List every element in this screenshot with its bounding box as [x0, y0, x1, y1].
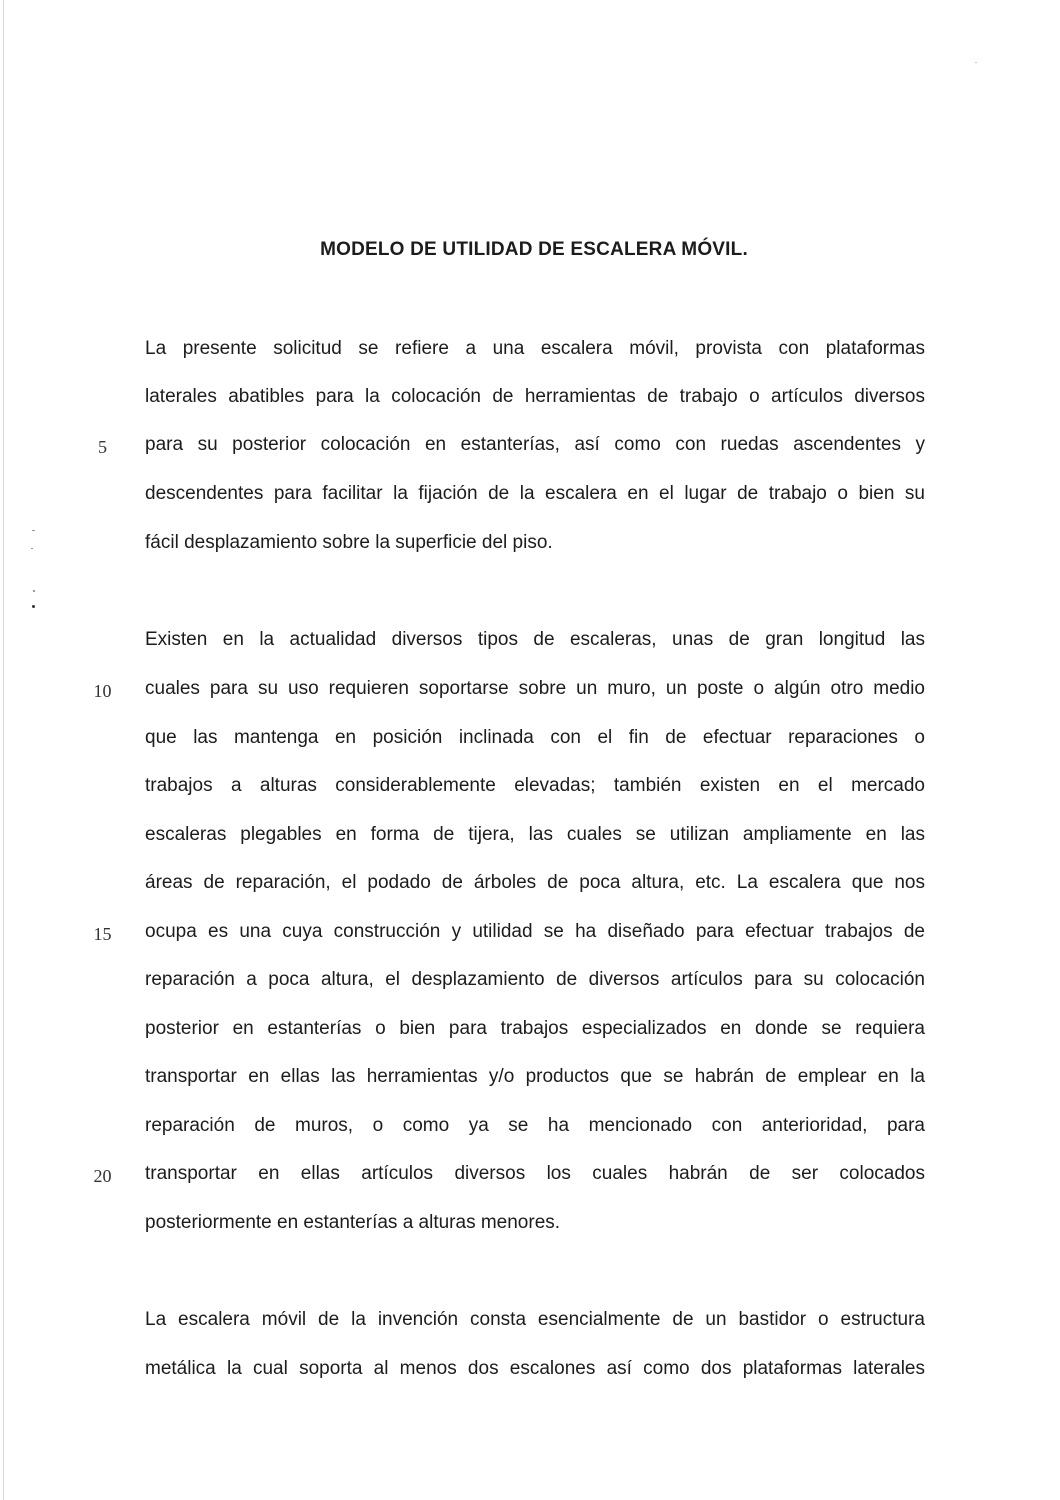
paragraph-2-line-4: trabajos a alturas considerablemente elevadas; también existen en el mercado: [145, 775, 925, 796]
paragraph-3-line-1: La escalera móvil de la invención consta esencialmente de un bastidor o estructura: [145, 1309, 925, 1330]
paragraph-2-line-2: cuales para su uso requieren soportarse sobre un muro, un poste o algún otro medio: [145, 678, 925, 699]
paragraph-2-line-5: escaleras plegables en forma de tijera, las cuales se utilizan ampliamente en las: [145, 824, 925, 845]
paragraph-2-line-10: transportar en ellas las herramientas y/o productos que se habrán de emplear en la: [145, 1066, 925, 1087]
paragraph-1-line-4: descendentes para facilitar la fijación de la escalera en el lugar de trabajo o bien su: [145, 483, 925, 504]
paragraph-3-line-2: metálica la cual soporta al menos dos escalones así como dos plataformas laterales: [145, 1358, 925, 1379]
scan-speck: [31, 548, 33, 549]
paragraph-2-line-3: que las mantenga en posición inclinada con el fin de efectuar reparaciones o: [145, 727, 925, 748]
document-title: MODELO DE UTILIDAD DE ESCALERA MÓVIL.: [320, 239, 748, 260]
page-edge: [3, 0, 4, 1500]
paragraph-2-line-6: áreas de reparación, el podado de árboles de poca altura, etc. La escalera que nos: [145, 872, 925, 893]
paragraph-2-line-8: reparación a poca altura, el desplazamiento de diversos artículos para su colocación: [145, 969, 925, 990]
paragraph-1-line-1: La presente solicitud se refiere a una escalera móvil, provista con plataformas: [145, 338, 925, 359]
paragraph-2-line-11: reparación de muros, o como ya se ha mencionado con anterioridad, para: [145, 1115, 925, 1136]
line-number-5: 5: [98, 437, 107, 457]
paragraph-2-line-12: transportar en ellas artículos diversos los cuales habrán de ser colocados: [145, 1163, 925, 1184]
line-number-10: 10: [93, 681, 112, 701]
paragraph-1-line-2: laterales abatibles para la colocación de herramientas de trabajo o artículos diversos: [145, 386, 925, 407]
paragraph-1-line-3: para su posterior colocación en estanterías, así como con ruedas ascendentes y: [145, 434, 925, 455]
paragraph-1-line-5: fácil desplazamiento sobre la superficie del piso.: [145, 532, 553, 553]
paragraph-2-line-13: posteriormente en estanterías a alturas menores.: [145, 1212, 561, 1233]
paragraph-2-line-7: ocupa es una cuya construcción y utilidad se ha diseñado para efectuar trabajos de: [145, 921, 925, 942]
paragraph-2-line-1: Existen en la actualidad diversos tipos de escaleras, unas de gran longitud las: [145, 629, 925, 650]
line-number-15: 15: [93, 924, 112, 944]
scan-speck: [33, 590, 35, 592]
scan-speck: [32, 605, 35, 608]
paragraph-2-line-9: posterior en estanterías o bien para trabajos especializados en donde se requiera: [145, 1018, 925, 1039]
line-number-20: 20: [93, 1166, 112, 1186]
scan-speck: [975, 62, 977, 63]
scan-speck: [32, 530, 35, 531]
